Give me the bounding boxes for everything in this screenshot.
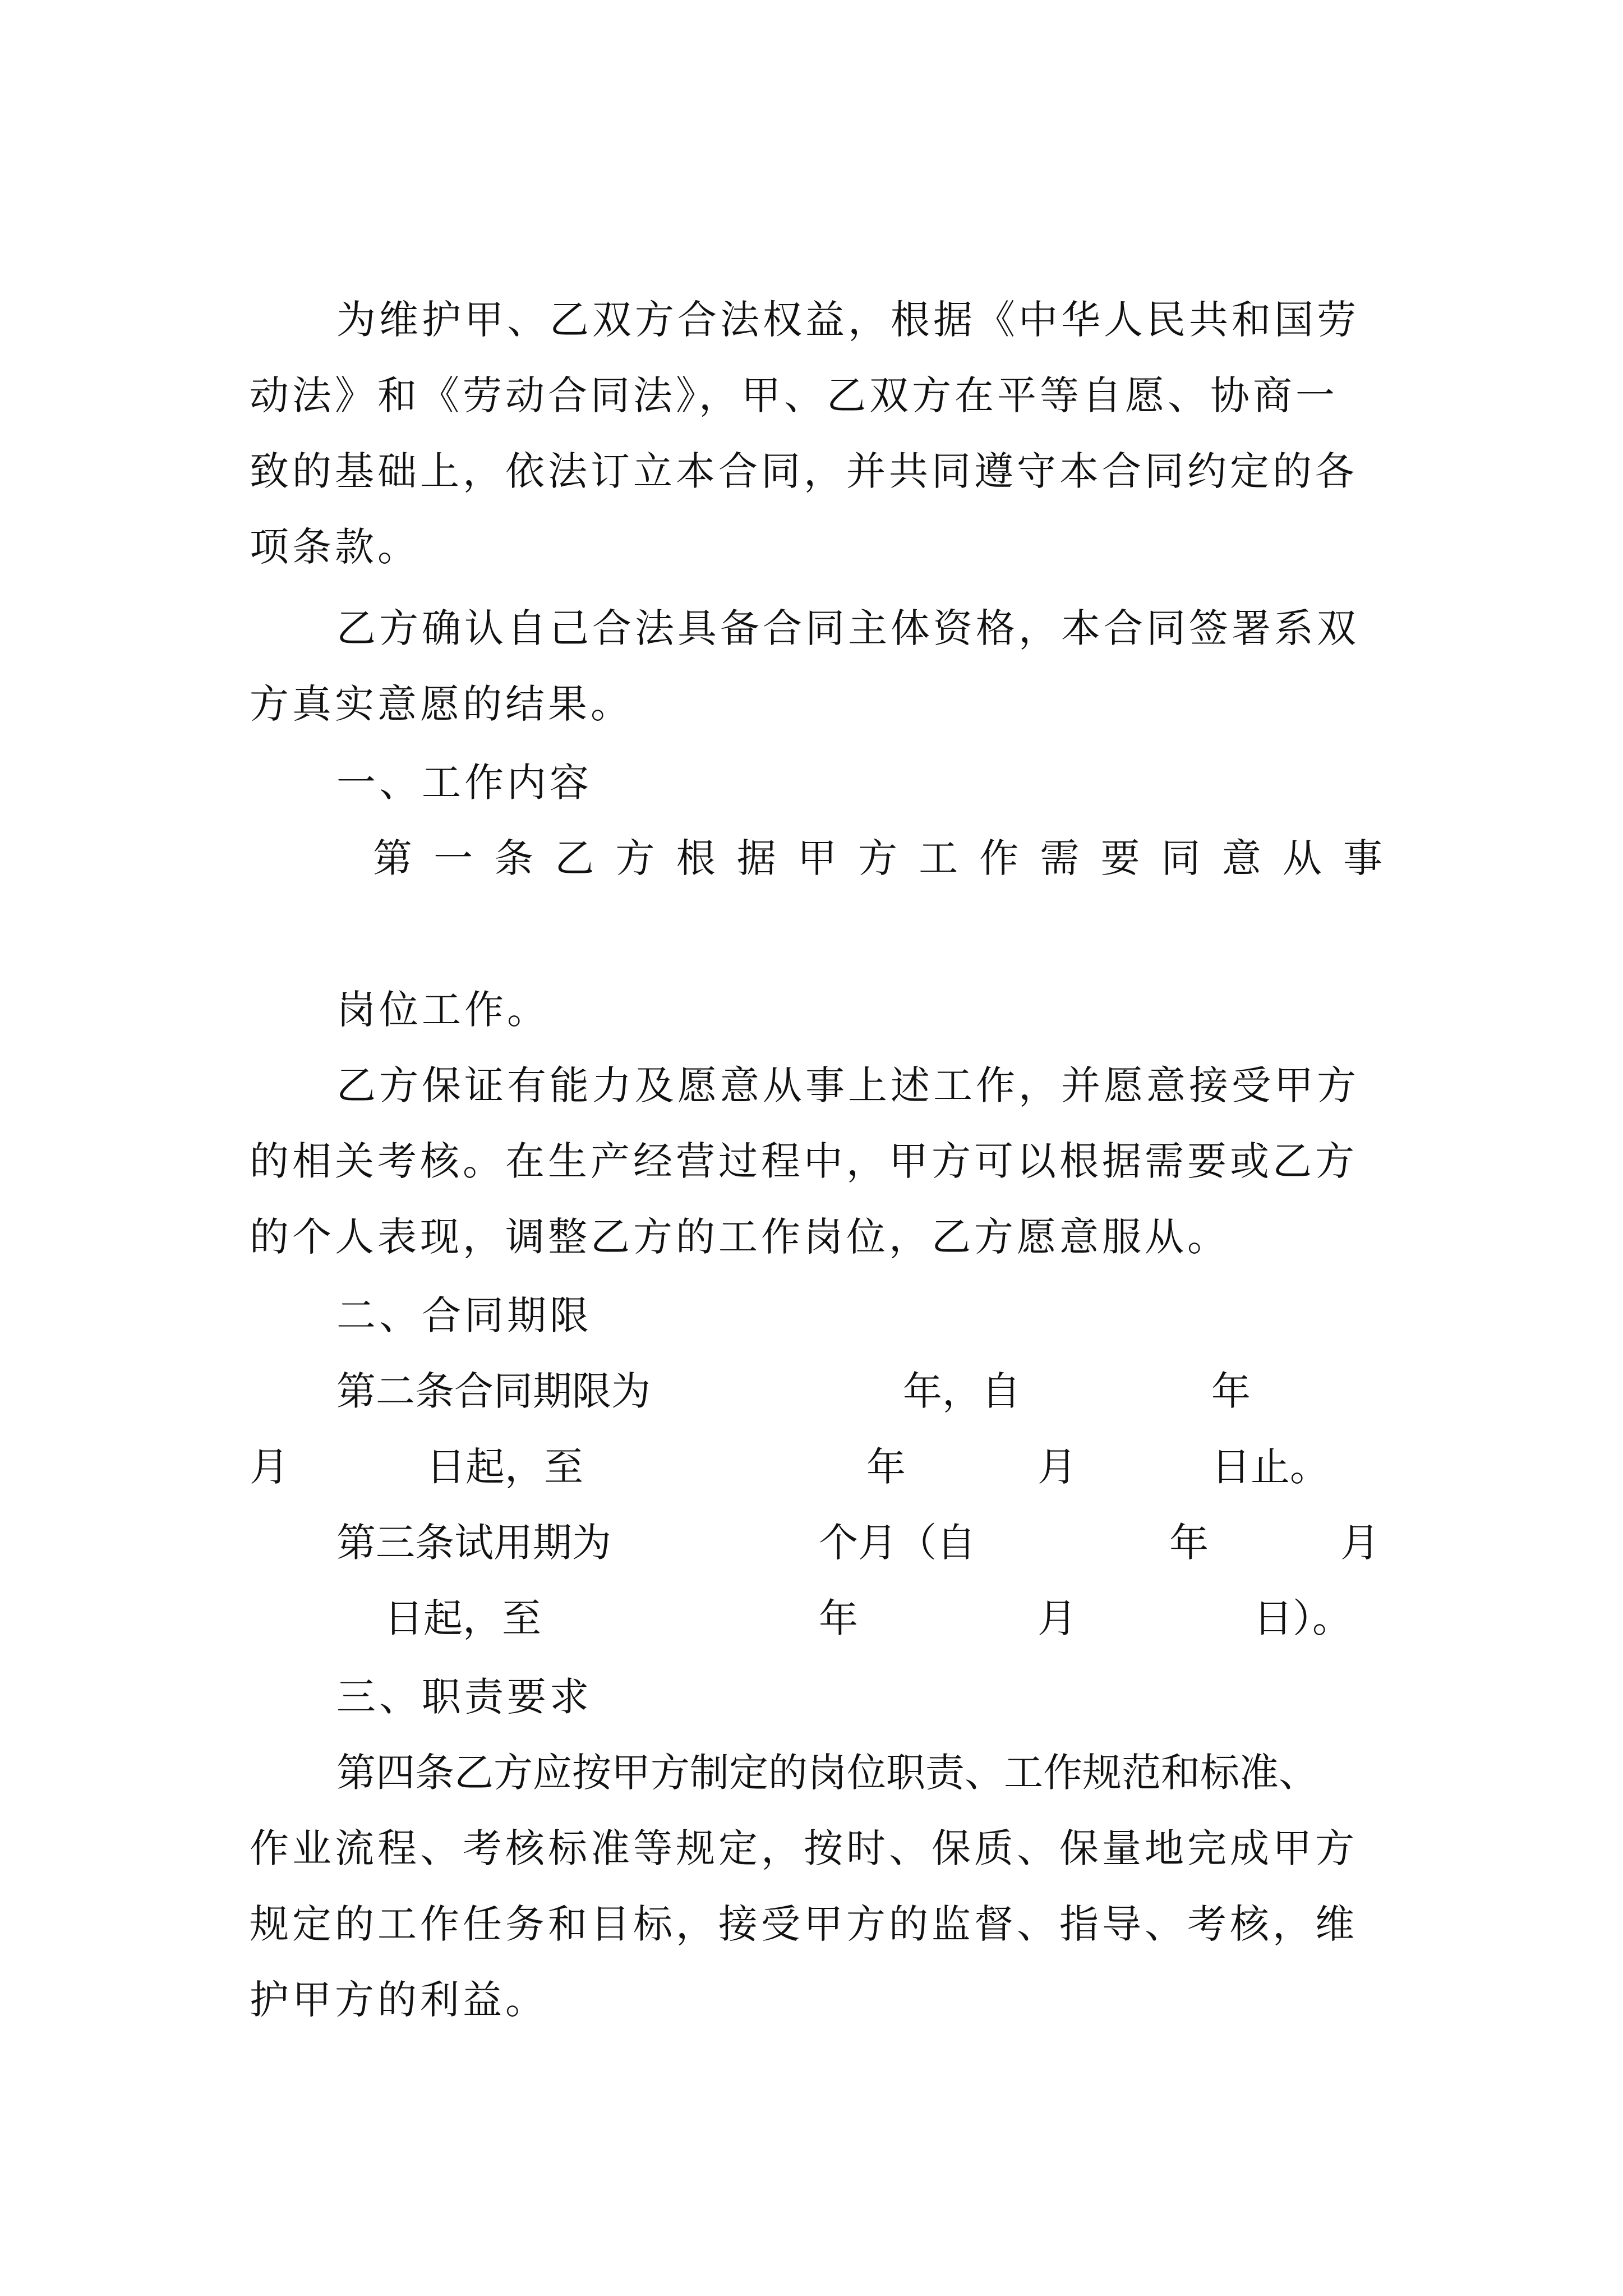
- article-3-months-from: 个月（自: [819, 1520, 976, 1566]
- confirm-line-2: 方真实意愿的结果。: [250, 681, 633, 727]
- article-1-line-2: 岗位工作。: [336, 987, 550, 1033]
- article-4-line-2: 作业流程、考核标准等规定，按时、保质、保量地完成甲方: [250, 1825, 1358, 1871]
- article-3-day-end: 日）。: [1253, 1595, 1352, 1641]
- preamble-line-4: 项条款。: [250, 524, 420, 570]
- section-1-para-line-1: 乙方保证有能力及愿意从事上述工作，并愿意接受甲方: [336, 1062, 1359, 1108]
- article-2-year-start: 年: [1211, 1368, 1251, 1414]
- article-2-month-start: 月: [250, 1444, 289, 1490]
- article-1-line-1: 第一条乙方根据甲方工作需要同意从事: [373, 835, 1382, 881]
- article-2-year-from: 年，自: [903, 1368, 1021, 1414]
- confirm-line-1: 乙方确认自己合法具备合同主体资格，本合同签署系双: [336, 605, 1359, 651]
- section-2-heading: 二、合同期限: [336, 1292, 592, 1338]
- article-4-line-4: 护甲方的利益。: [250, 1977, 548, 2023]
- article-3-year-end: 年: [819, 1595, 858, 1641]
- section-1-para-line-2: 的相关考核。在生产经营过程中，甲方可以根据需要或乙方: [250, 1138, 1358, 1184]
- article-2-day-end: 日止。: [1211, 1444, 1329, 1490]
- article-2-month-end: 月: [1038, 1444, 1077, 1490]
- article-3-month-end: 月: [1038, 1595, 1077, 1641]
- preamble-line-1: 为维护甲、乙双方合法权益，根据《中华人民共和国劳: [336, 297, 1359, 343]
- preamble-line-3: 致的基础上，依法订立本合同，并共同遵守本合同约定的各: [250, 448, 1358, 494]
- section-1-para-line-3: 的个人表现，调整乙方的工作岗位，乙方愿意服从。: [250, 1214, 1230, 1260]
- preamble-line-2: 动法》和《劳动合同法》，甲、乙双方在平等自愿、协商一: [250, 372, 1338, 418]
- section-3-heading: 三、职责要求: [336, 1674, 592, 1720]
- article-2-label: 第二条合同期限为: [336, 1368, 651, 1414]
- article-3-year-start: 年: [1169, 1520, 1209, 1566]
- article-4-line-1: 第四条乙方应按甲方制定的岗位职责、工作规范和标准、: [336, 1750, 1318, 1796]
- article-3-day-start-to: 日起，至: [384, 1595, 541, 1641]
- article-3-month-start: 月: [1340, 1520, 1380, 1566]
- section-1-heading: 一、工作内容: [336, 760, 592, 806]
- article-2-year-end: 年: [866, 1444, 906, 1490]
- article-2-day-start-to: 日起，至: [426, 1444, 583, 1490]
- article-3-label: 第三条试用期为: [336, 1520, 611, 1566]
- article-4-line-3: 规定的工作任务和目标，接受甲方的监督、指导、考核，维: [250, 1901, 1358, 1947]
